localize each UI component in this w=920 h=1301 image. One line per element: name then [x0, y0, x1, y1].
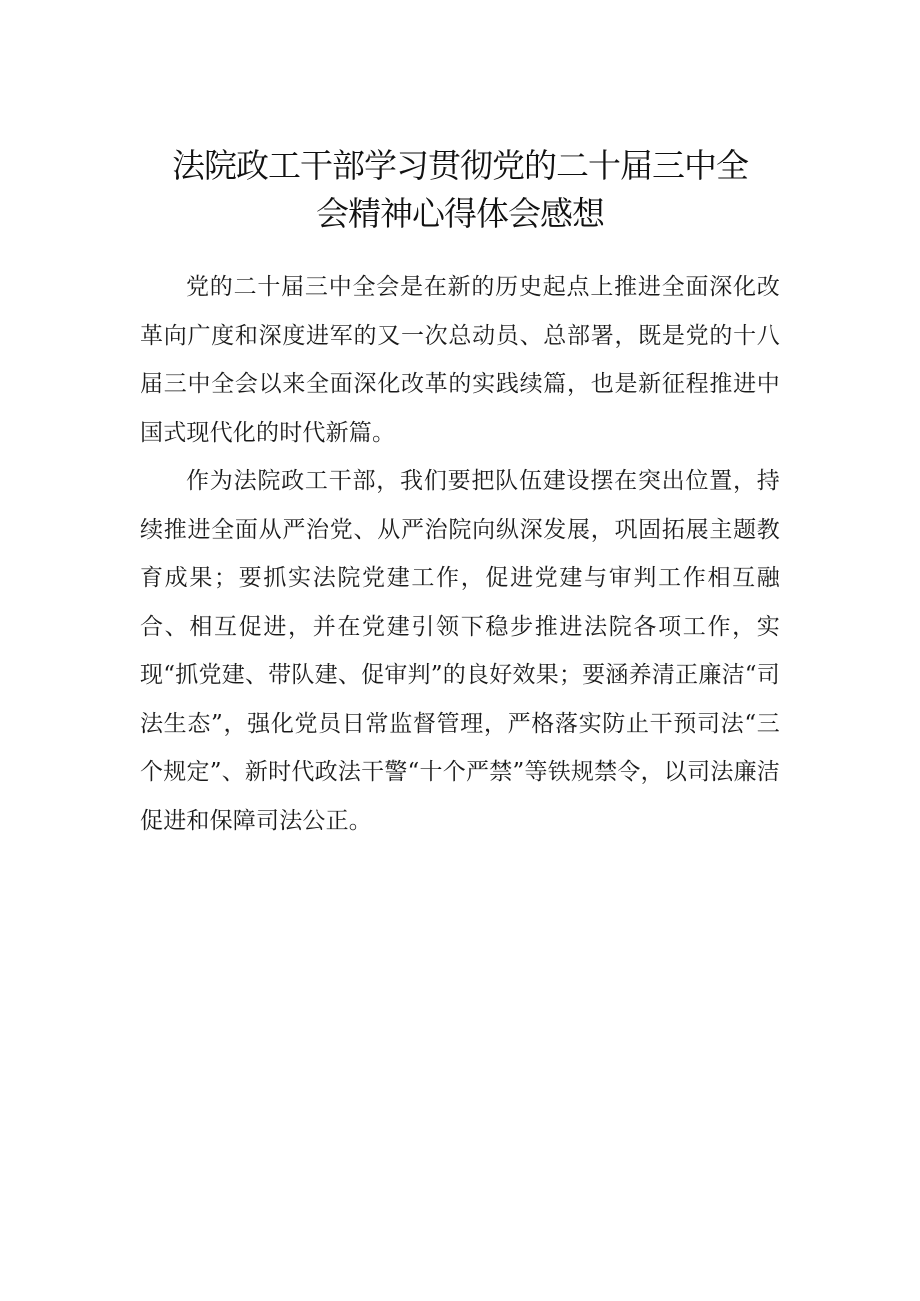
paragraph-2: 作为法院政工干部，我们要把队伍建设摆在突出位置，持续推进全面从严治党、从严治院向纵深发展，巩固拓展主题教育成果；要抓实法院党建工作，促进党建与审判工作相互融合、相互促进，并在党建引领下稳步推进法院各项工作，实现“抓党建、带队建、促审判”的良好效果；要涵养清正廉洁“司法生态”，强化党员日常监督管理，严格落实防止干预司法“三个规定”、新时代政法干警“十个严禁”等铁规禁令，以司法廉洁促进和保障司法公正。 [140, 468, 780, 834]
paragraph-1: 党的二十届三中全会是在新的历史起点上推进全面深化改革向广度和深度进军的又一次总动员、总部署，既是党的十八届三中全会以来全面深化改革的实践续篇，也是新征程推进中国式现代化的时代新篇。 [140, 274, 780, 446]
title-line-2: 会精神心得体会感想 [316, 194, 604, 233]
document-title [140, 142, 780, 238]
title-line-1: 法院政工干部学习贯彻党的二十届三中全 [172, 146, 748, 185]
document-body [140, 263, 780, 845]
